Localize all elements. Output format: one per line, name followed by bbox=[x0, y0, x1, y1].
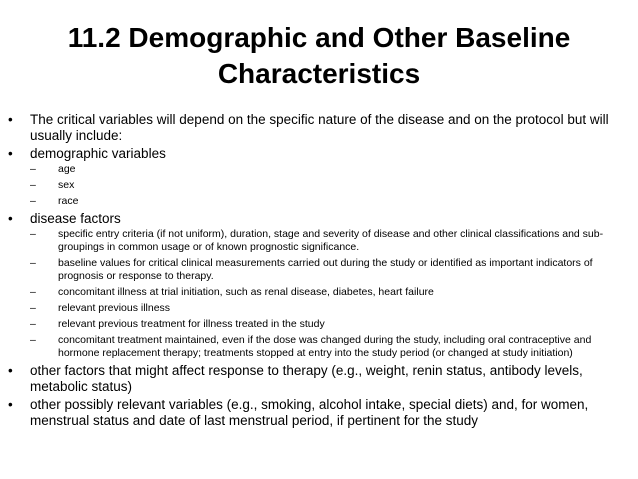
slide-content bbox=[8, 112, 633, 431]
bullet-icon: • bbox=[8, 397, 13, 412]
bullet-list bbox=[8, 112, 633, 429]
bullet-text: disease factors bbox=[30, 211, 121, 226]
sub-bullet-text: specific entry criteria (if not uniform), duration, stage and severity of disease and other clinical classifications and sub-groupings in common usage or of known prognostic significance. bbox=[58, 228, 604, 253]
bullet-item bbox=[8, 211, 633, 360]
slide-title bbox=[0, 20, 638, 92]
sub-bullet-text: relevant previous treatment for illness treated in the study bbox=[58, 318, 325, 330]
sub-bullet-item bbox=[30, 286, 633, 299]
sub-bullet-item bbox=[30, 195, 633, 208]
sub-bullet-text: age bbox=[58, 163, 76, 175]
sub-bullet-item bbox=[30, 257, 633, 283]
slide-title-line-1: 11.2 Demographic and Other Baseline bbox=[67, 22, 571, 53]
sub-bullet-item bbox=[30, 179, 633, 192]
dash-icon: – bbox=[30, 334, 36, 346]
sub-bullet-text: race bbox=[58, 195, 79, 207]
bullet-icon: • bbox=[8, 211, 13, 226]
sub-bullet-item bbox=[30, 163, 633, 176]
sub-bullet-item bbox=[30, 228, 633, 254]
sub-bullet-item bbox=[30, 318, 633, 331]
bullet-text: other possibly relevant variables (e.g., smoking, alcohol intake, special diets) and, for women, menstrual status and date of last menstrual period, if pertinent for the study bbox=[30, 397, 589, 428]
sub-bullet-text: baseline values for critical clinical measurements carried out during the study or identified as important indicators of prognosis or response to therapy. bbox=[58, 257, 593, 282]
dash-icon: – bbox=[30, 179, 36, 191]
bullet-item bbox=[8, 397, 633, 429]
bullet-text: The critical variables will depend on the specific nature of the disease and on the protocol but will usually include: bbox=[30, 112, 609, 143]
dash-icon: – bbox=[30, 257, 36, 269]
sub-bullet-text: concomitant treatment maintained, even if the dose was changed during the study, including oral contraceptive and hormone replacement therapy; treatments stopped at entry into the study period (or changed at study initiation) bbox=[58, 334, 592, 359]
bullet-text: other factors that might affect response to therapy (e.g., weight, renin status, antibody levels, metabolic status) bbox=[30, 363, 583, 394]
bullet-item bbox=[8, 112, 633, 144]
slide-title-line-2: Characteristics bbox=[217, 58, 421, 89]
bullet-icon: • bbox=[8, 146, 13, 161]
bullet-icon: • bbox=[8, 363, 13, 378]
sub-bullet-text: sex bbox=[58, 179, 75, 191]
dash-icon: – bbox=[30, 195, 36, 207]
dash-icon: – bbox=[30, 163, 36, 175]
sub-bullet-list bbox=[30, 228, 633, 360]
dash-icon: – bbox=[30, 228, 36, 240]
sub-bullet-list bbox=[30, 163, 633, 208]
sub-bullet-text: concomitant illness at trial initiation, such as renal disease, diabetes, heart failure bbox=[58, 286, 434, 298]
bullet-icon: • bbox=[8, 112, 13, 127]
bullet-text: demographic variables bbox=[30, 146, 166, 161]
bullet-item bbox=[8, 146, 633, 208]
dash-icon: – bbox=[30, 286, 36, 298]
sub-bullet-item bbox=[30, 334, 633, 360]
sub-bullet-item bbox=[30, 302, 633, 315]
sub-bullet-text: relevant previous illness bbox=[58, 302, 171, 314]
bullet-item bbox=[8, 363, 633, 395]
dash-icon: – bbox=[30, 318, 36, 330]
dash-icon: – bbox=[30, 302, 36, 314]
